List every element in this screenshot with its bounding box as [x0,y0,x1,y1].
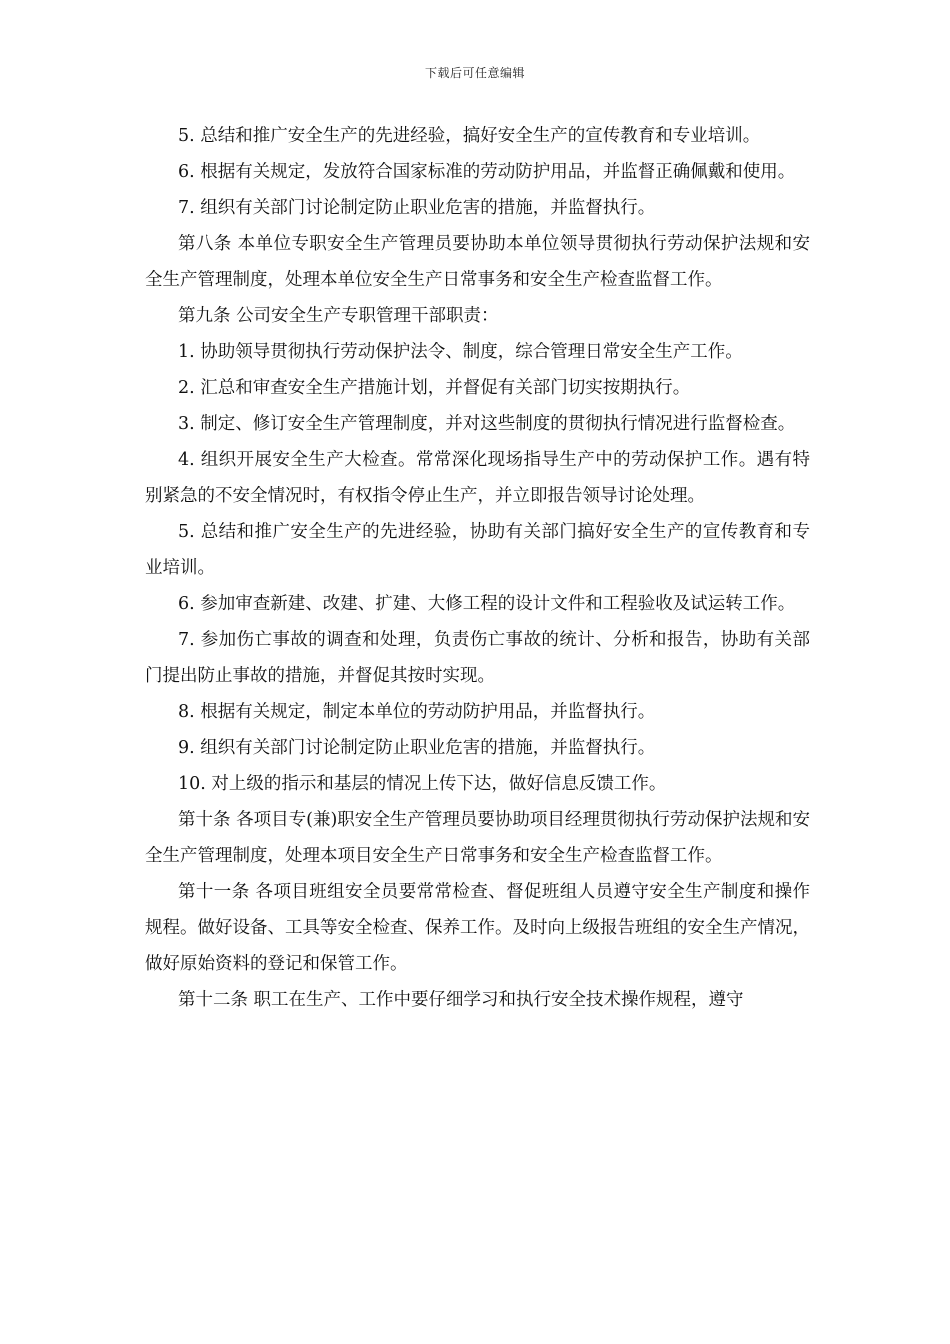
paragraph: 4. 组织开展安全生产大检查。常常深化现场指导生产中的劳动保护工作。遇有特别紧急的不安全情况时，有权指令停止生产，并立即报告领导讨论处理。 [145,450,810,506]
paragraph: 5. 总结和推广安全生产的先进经验，协助有关部门搞好安全生产的宣传教育和专业培训。 [145,522,810,578]
paragraph: 第十条 各项目专(兼)职安全生产管理员要协助项目经理贯彻执行劳动保护法规和安全生产管理制度，处理本项目安全生产日常事务和安全生产检查监督工作。 [145,810,810,866]
paragraph: 2. 汇总和审查安全生产措施计划，并督促有关部门切实按期执行。 [178,378,691,398]
document-body [145,118,810,1018]
paragraph: 第十二条 职工在生产、工作中要仔细学习和执行安全技术操作规程，遵守 [178,990,744,1010]
page-header: 下载后可任意编辑 [424,66,525,80]
paragraph: 5. 总结和推广安全生产的先进经验，搞好安全生产的宣传教育和专业培训。 [178,126,761,146]
paragraph: 第十一条 各项目班组安全员要常常检查、督促班组人员遵守安全生产制度和操作规程。做好设备、工具等安全检查、保养工作。及时向上级报告班组的安全生产情况，做好原始资料的登记和保管工作。 [145,882,810,974]
paragraph: 第八条 本单位专职安全生产管理员要协助本单位领导贯彻执行劳动保护法规和安全生产管理制度，处理本单位安全生产日常事务和安全生产检查监督工作。 [145,234,810,290]
paragraph: 3. 制定、修订安全生产管理制度，并对这些制度的贯彻执行情况进行监督检查。 [178,414,796,434]
paragraph: 9. 组织有关部门讨论制定防止职业危害的措施，并监督执行。 [178,738,656,758]
paragraph: 10. 对上级的指示和基层的情况上传下达，做好信息反馈工作。 [178,774,667,794]
paragraph: 6. 根据有关规定，发放符合国家标准的劳动防护用品，并监督正确佩戴和使用。 [178,162,796,182]
paragraph: 8. 根据有关规定，制定本单位的劳动防护用品，并监督执行。 [178,702,656,722]
paragraph: 第九条 公司安全生产专职管理干部职责： [178,306,499,326]
paragraph: 1. 协助领导贯彻执行劳动保护法令、制度，综合管理日常安全生产工作。 [178,342,743,362]
paragraph: 7. 参加伤亡事故的调查和处理，负责伤亡事故的统计、分析和报告，协助有关部门提出防止事故的措施，并督促其按时实现。 [145,630,810,686]
paragraph: 7. 组织有关部门讨论制定防止职业危害的措施，并监督执行。 [178,198,656,218]
paragraph: 6. 参加审查新建、改建、扩建、大修工程的设计文件和工程验收及试运转工作。 [178,594,796,614]
